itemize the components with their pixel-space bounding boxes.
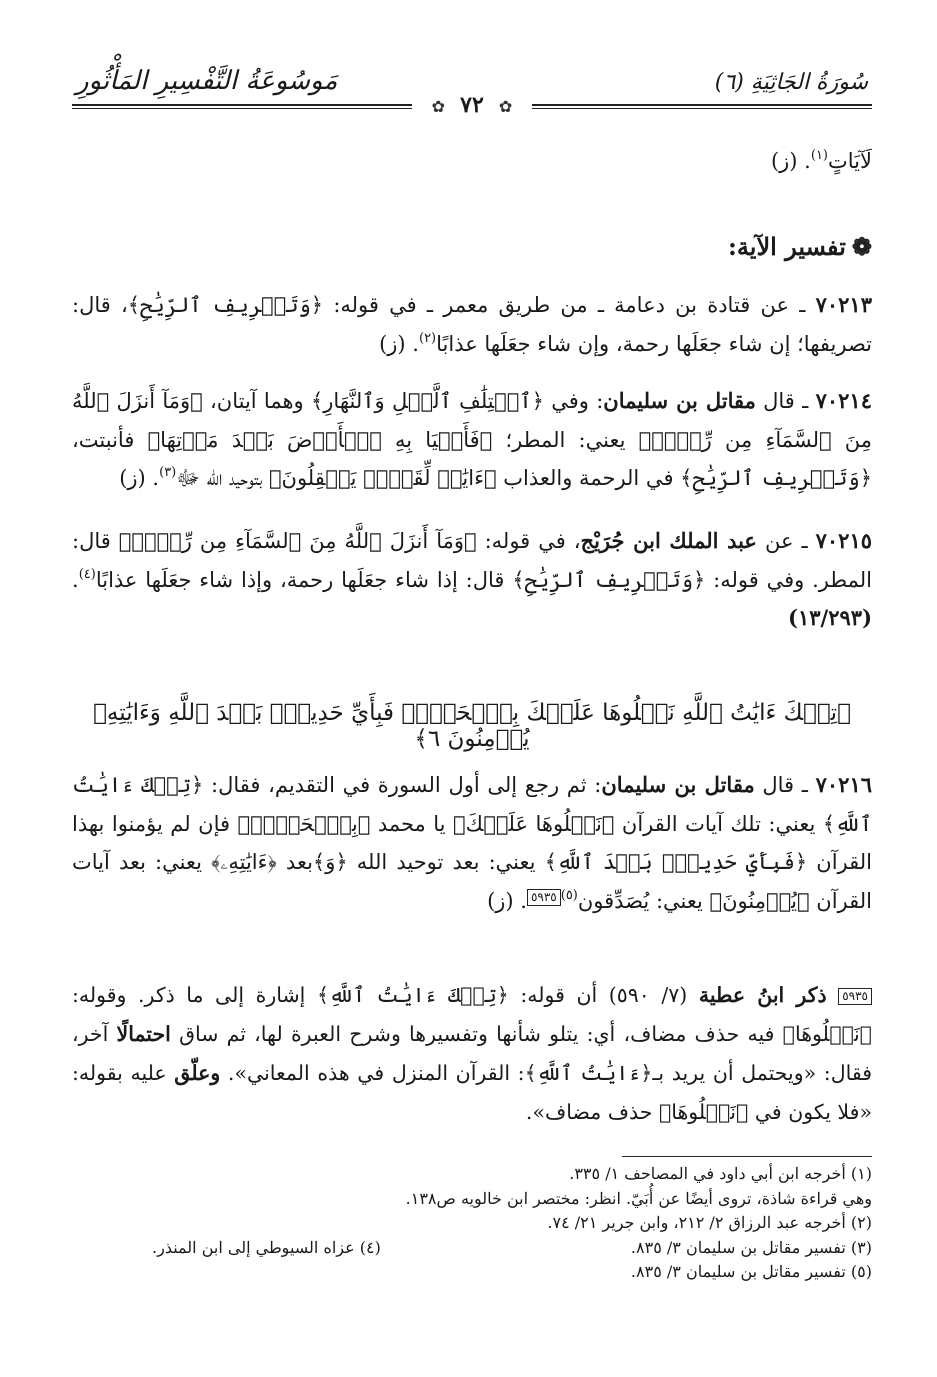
scholar-name: ذكر ابنُ عطية xyxy=(698,983,827,1007)
page-number-box xyxy=(412,92,532,122)
page xyxy=(72,0,872,1377)
text: في الرحمة والعذاب xyxy=(496,466,681,490)
footnote-row-3-4 xyxy=(72,1236,872,1261)
quran-quote: ﴿وَمَآ أَنزَلَ ٱللَّهُ مِنَ ٱلسَّمَآءِ مِن رِّزۡقٖ﴾ xyxy=(72,389,873,452)
text: يعني: تلك آيات القرآن xyxy=(614,811,823,836)
text: ـ قال xyxy=(755,389,816,413)
quran-quote: ﴿بِٱلۡحَقِّۖ﴾ xyxy=(237,811,371,836)
quran-quote: ﴿فَبِأَيِّ حَدِيثِۭ بَعۡدَ ٱللَّهِ﴾ xyxy=(544,850,808,874)
text: . (ز) xyxy=(770,149,811,173)
quran-quote: ﴿نَتۡلُوهَا عَلَيۡكَ﴾ xyxy=(453,811,615,836)
quran-quote: ﴿وَتَصۡرِيفِ ٱلرِّيَٰحِ﴾ xyxy=(127,293,324,317)
text: يعني: المطر؛ xyxy=(492,427,639,452)
quran-quote: ﴿ءَايَٰتٞ لِّقَوۡمٖ يَعۡقِلُونَ﴾ xyxy=(268,466,497,490)
header-surah-name: سُورَةُ الجَاثِيَةِ (٦) xyxy=(714,70,868,95)
footnote-marker: (١) xyxy=(810,148,828,163)
quran-quote: ﴿وَتَصۡرِيفِ ٱلرِّيَٰحِ﴾ xyxy=(680,466,872,490)
flower-icon: ❁ xyxy=(851,232,872,261)
text: . (ز) xyxy=(487,888,527,913)
quran-quote: ﴿تِلۡكَ ءَايَٰتُ ٱللَّهِ﴾ xyxy=(72,773,872,836)
footnote-rule xyxy=(622,1156,872,1157)
quran-word: لَآيَاتٍ xyxy=(828,149,872,173)
narration-70214 xyxy=(72,382,872,498)
volume-reference: (١٣/٢٩٣) xyxy=(788,605,872,630)
commentary-ref-box: ٥٩٣٥ xyxy=(527,889,561,906)
text: بتوحيد الله ﷻ xyxy=(176,466,269,490)
quran-quote: ﴿ءَايَٰتِهِۦ﴾ xyxy=(211,850,277,874)
continuation-line xyxy=(72,142,872,181)
quran-verse: ﴿تِلۡكَ ءَايَٰتُ ٱللَّهِ نَتۡلُوهَا عَلَيۡكَ بِٱلۡحَقِّۖ فَبِأَيِّ حَدِيثِۭ بَعۡدَ ٱللَّهِ وَءَايَٰتِهِۦ يُؤۡمِنُونَ ٦﴾ xyxy=(93,700,851,752)
footnote-3: (٣) تفسير مقاتل بن سليمان ٣/ ٨٣٥. xyxy=(630,1237,872,1257)
text: إشارة إلى ما ذكر. وقوله: xyxy=(72,983,317,1007)
emphasis-word: وعلّق xyxy=(174,1061,221,1085)
commentary-note-5935 xyxy=(72,976,872,1132)
text: فأنبتت، xyxy=(72,427,148,452)
quran-quote: ﴿تِلۡكَ ءَايَٰتُ ٱللَّهِ﴾ xyxy=(316,983,509,1007)
footnote-marker: (٥) xyxy=(560,887,578,903)
ornament-right-icon: ✿ xyxy=(431,97,446,116)
text: يا محمد xyxy=(370,811,454,836)
text: . xyxy=(72,567,79,592)
ornament-left-icon: ✿ xyxy=(498,97,513,116)
narrator-name: مقاتل بن سليمان xyxy=(603,388,756,413)
text: حذف مضاف». xyxy=(525,1100,659,1124)
quran-quote: ﴿وَ﴾ xyxy=(312,850,348,874)
footnote-marker: (٢) xyxy=(418,330,437,346)
footnote-1: (١) أخرجه ابن أبي داود في المصاحف ١/ ٣٣٥. xyxy=(569,1164,872,1183)
commentary-ref-box: ٥٩٣٥ xyxy=(838,988,872,1005)
section-heading xyxy=(728,232,872,261)
narration-70213 xyxy=(72,286,872,363)
footnotes xyxy=(72,1162,872,1285)
text: بعد xyxy=(276,850,313,874)
quran-quote: ﴿وَتَصۡرِيفِ ٱلرِّيَٰحِ﴾ xyxy=(512,567,706,592)
text: آخر، فقال: «ويحتمل أن يريد بـ xyxy=(72,1022,872,1085)
narrator-name: عبد الملك ابن جُرَيْج xyxy=(580,528,757,553)
text: ، في قوله: xyxy=(476,529,581,553)
text: قال: المطر. وفي قوله: xyxy=(72,529,872,592)
quran-quote: ﴿نَتۡلُوهَا﴾ xyxy=(658,1100,749,1124)
text: ـ عن xyxy=(756,529,816,553)
narration-number: ٧٠٢١٦ xyxy=(815,772,873,797)
text: قال: إذا شاء جعَلَها رحمة، وإذا شاء جعَلَها عذابًا xyxy=(95,567,513,592)
text: : وفي xyxy=(543,389,604,413)
quran-quote: ﴿وَمَآ أَنزَلَ ٱللَّهُ مِنَ ٱلسَّمَآءِ مِن رِّزۡقٖ﴾ xyxy=(118,529,477,553)
emphasis-word: احتمالًا xyxy=(116,1022,171,1046)
text: (٧/ ٥٩٠) أن قوله: xyxy=(508,983,699,1007)
text: : القرآن المنزل في هذه المعاني». xyxy=(220,1061,525,1085)
footnote-marker: (٤) xyxy=(78,566,96,582)
quran-quote: ﴿فَأَحۡيَا بِهِ ٱلۡأَرۡضَ بَعۡدَ مَوۡتِهَا﴾ xyxy=(147,427,493,452)
narration-70215 xyxy=(72,522,872,638)
section-heading-text: تفسير الآية: xyxy=(728,232,846,261)
text: ـ عن قتادة بن دعامة ـ من طريق معمر ـ في قوله: xyxy=(323,293,816,317)
text: يعني: يُصَدِّقون xyxy=(577,888,710,913)
narrator-name: مقاتل بن سليمان xyxy=(601,772,755,797)
page-number: ٧٢ xyxy=(460,92,484,118)
text: عليه بقوله: «فلا يكون في xyxy=(72,1061,872,1124)
text: . (ز) xyxy=(379,331,419,356)
footnote-4: (٤) عزاه السيوطي إلى ابن المنذر. xyxy=(152,1237,381,1257)
quran-quote: ﴿ءَايَٰتُ ٱللَّهِ﴾ xyxy=(524,1061,653,1085)
quran-quote: ﴿ٱخۡتِلَٰفِ ٱلَّيۡلِ وَٱلنَّهَارِ﴾ xyxy=(310,389,544,413)
text: وهما آيتان، xyxy=(202,389,311,413)
quran-quote: ﴿يُؤۡمِنُونَ﴾ xyxy=(709,888,810,913)
text: يعني: بعد توحيد الله xyxy=(347,850,545,874)
text: فإن لم يؤمنوا بهذا القرآن xyxy=(72,811,872,874)
narration-70216 xyxy=(72,766,872,920)
text: ، قال: تصريفها؛ إن شاء جعَلَها رحمة، وإن شاء جعَلَها عذابًا xyxy=(72,293,872,356)
text: : ثم رجع إلى أول السورة في التقديم، فقال: xyxy=(203,773,602,797)
narration-number: ٧٠٢١٤ xyxy=(815,388,872,413)
footnote-1-note: وهي قراءة شاذة، تروى أيضًا عن أُبَيّ. انظر: مختصر ابن خالويه ص١٣٨. xyxy=(405,1188,872,1208)
header-book-title: مَوسُوعَةُ التَّفْسِيرِ المَأْثُورِ xyxy=(76,66,338,96)
narration-number: ٧٠٢١٥ xyxy=(815,528,873,553)
text: ـ قال xyxy=(754,773,816,797)
text: . (ز) xyxy=(119,466,160,490)
text: يعني: بعد آيات القرآن xyxy=(72,850,872,913)
footnote-5: (٥) تفسير مقاتل بن سليمان ٣/ ٨٣٥. xyxy=(630,1262,872,1281)
quran-quote: ﴿نَتۡلُوهَا﴾ xyxy=(782,1022,872,1046)
narration-number: ٧٠٢١٣ xyxy=(815,292,872,317)
footnote-2: (٢) أخرجه عبد الرزاق ٢/ ٢١٢، وابن جرير ٢١/ ٧٤. xyxy=(547,1213,872,1232)
footnote-marker: (٣) xyxy=(159,465,177,480)
text: فيه حذف مضاف، أي: يتلو شأنها وتفسيرها وشرح العبرة لها، ثم ساق xyxy=(170,1022,783,1046)
